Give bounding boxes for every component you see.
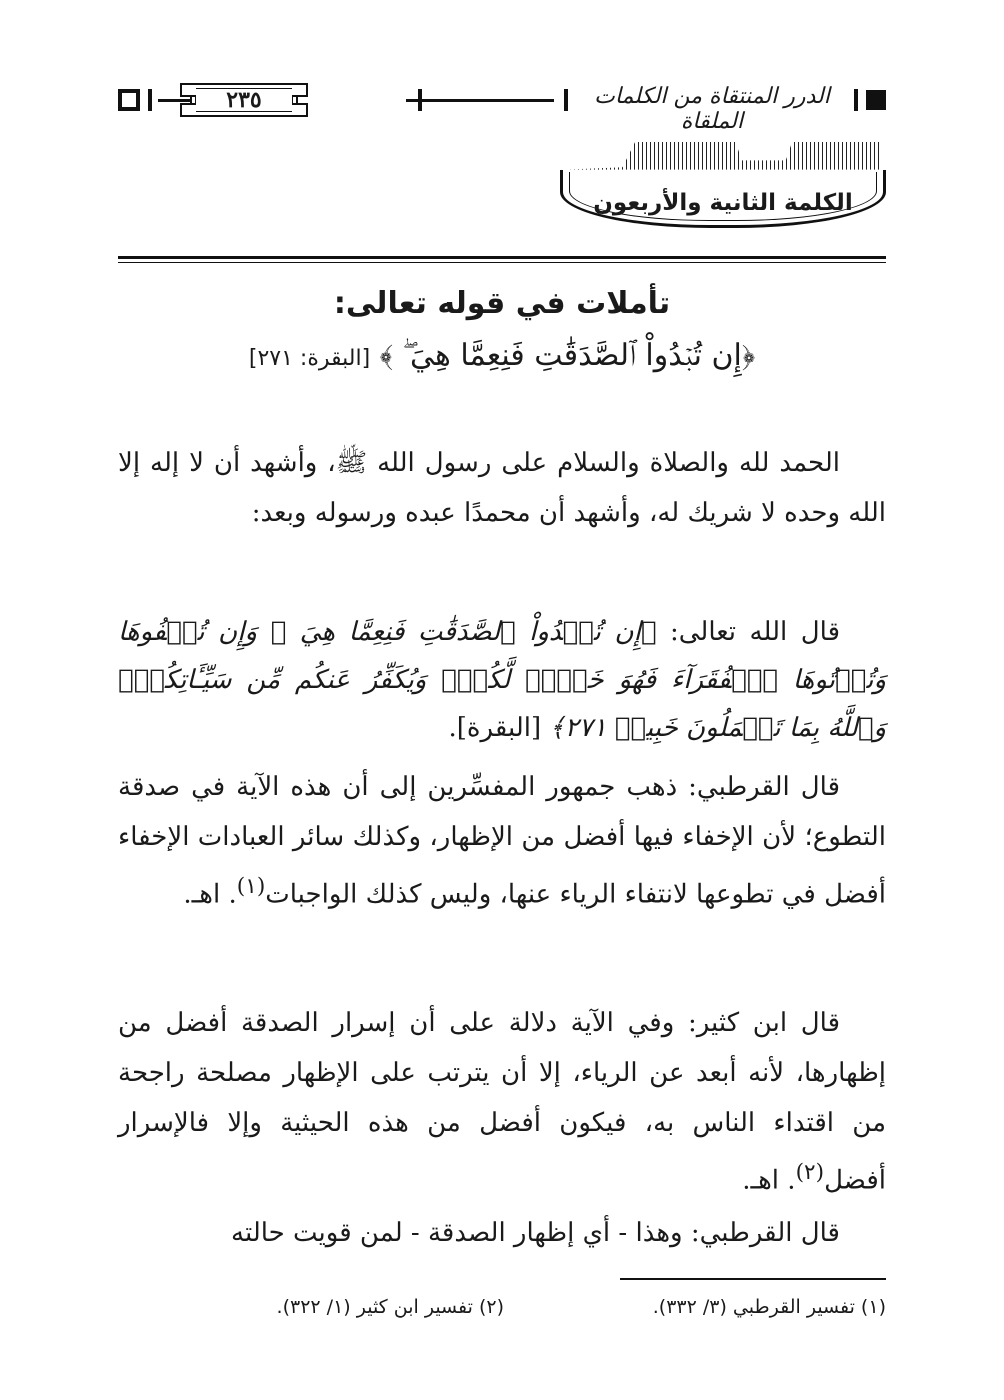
running-header	[118, 80, 886, 134]
verse-text: ﴿إِن تُبۡدُواْ ٱلصَّدَقَٰتِ فَنِعِمَّا هِيَ ۖ ﴾	[379, 338, 756, 373]
header-ornament-bar	[854, 89, 858, 111]
paragraph-text: قال الله تعالى:	[656, 617, 841, 647]
header-ornament-bar	[564, 89, 568, 111]
footnote-marker[interactable]: (٢)	[795, 1160, 825, 1185]
paragraph-opening	[118, 438, 886, 538]
section-divider	[118, 262, 886, 263]
quran-verse: ﴿إِن تُبۡدُواْ ٱلصَّدَقَٰتِ فَنِعِمَّا هِيَ ۖ وَإِن تُخۡفُوهَا وَتُؤۡتُوهَا ٱلۡفُقَرَآءَ فَهُوَ خَيۡرٞ لَّكُمۡۚ وَيُكَفِّرُ عَنكُم مِّن سَيِّـَٔاتِكُمۡۗ وَٱللَّهُ بِمَا تَعۡمَلُونَ خَبِيرٞ ٢٧١﴾	[118, 617, 886, 743]
book-title: الدرر المنتقاة من الكلمات الملقاة	[594, 84, 830, 134]
paragraph-text: الحمد لله والصلاة والسلام على رسول الله ﷺ، وأشهد أن لا إله إلا الله وحده لا شريك له، وأشهد أن محمدًا عبده ورسوله وبعد:	[118, 448, 886, 528]
chapter-plaque	[560, 140, 886, 244]
footnote-divider	[620, 1278, 886, 1280]
footnote-marker[interactable]: (١)	[236, 874, 266, 899]
page-number: ٢٣٥	[226, 87, 262, 113]
verse-reference: [البقرة].	[448, 713, 550, 743]
verse-heading	[118, 338, 886, 373]
chapter-title: الكلمة الثانية والأربعون	[593, 190, 853, 216]
page-number-frame	[190, 83, 298, 117]
section-heading: تأملات في قوله تعالى:	[333, 286, 671, 321]
section-divider	[118, 256, 886, 259]
paragraph-text: . اهـ.	[183, 879, 237, 910]
footnote-1: (١) تفسير القرطبي (٣/ ٣٣٢).	[652, 1296, 886, 1318]
paragraph-ibn-kathir	[118, 998, 886, 1206]
paragraph-qurtubi-2	[118, 1208, 886, 1258]
footnote-2: (٢) تفسير ابن كثير (١/ ٣٢٢).	[276, 1296, 504, 1318]
verse-reference: [البقرة: ٢٧١]	[248, 346, 371, 371]
paragraph-text: قال القرطبي: ذهب جمهور المفسِّرين إلى أن هذه الآية في صدقة التطوع؛ لأن الإخفاء فيها أفضل من الإظهار، وكذلك سائر العبادات الإخفاء أفضل في تطوعها لانتفاء الرياء عنها، وليس كذلك الواجبات	[118, 772, 886, 910]
header-ornament-square	[118, 89, 140, 111]
paragraph-qurtubi	[118, 762, 886, 920]
paragraph-text: . اهـ.	[742, 1165, 796, 1196]
header-ornament-square-solid	[866, 90, 886, 110]
header-ornament-bar	[148, 89, 152, 111]
paragraph-text: قال ابن كثير: وفي الآية دلالة على أن إسرار الصدقة أفضل من إظهارها، لأنه أبعد عن الرياء، إلا أن يترتب على الإظهار مصلحة راجحة من اقتداء الناس به، فيكون أفضل من هذه الحيثية وإلا فالإسرار أفضل	[118, 1008, 886, 1196]
header-rule	[406, 99, 554, 102]
paragraph-verse	[118, 608, 886, 752]
paragraph-text: قال القرطبي: وهذا - أي إظهار الصدقة - لمن قويت حالته	[231, 1218, 840, 1248]
